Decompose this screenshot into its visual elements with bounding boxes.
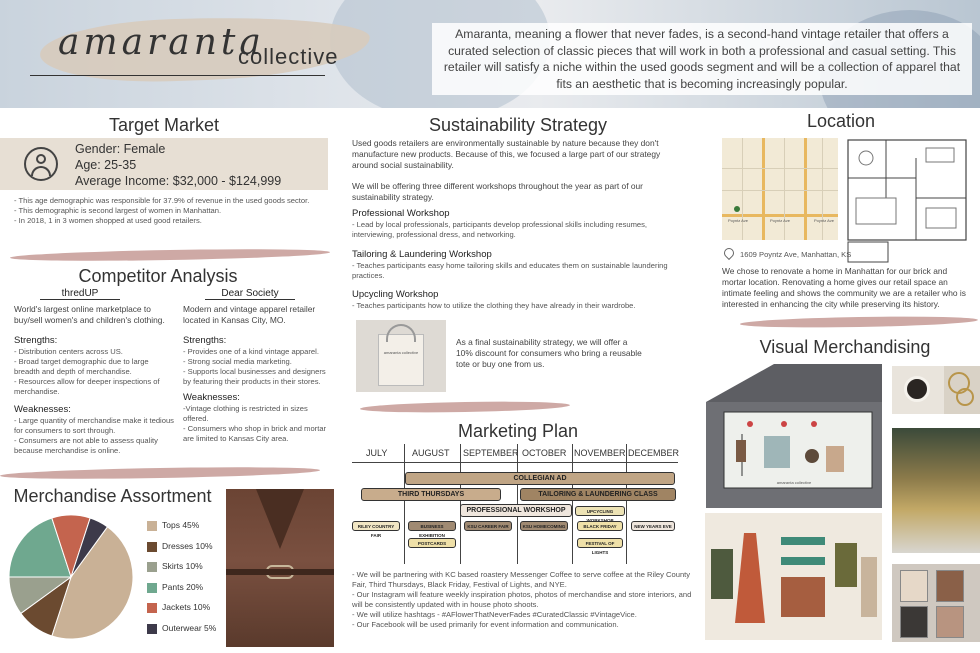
map-street-label: Poyntz Ave: [728, 218, 748, 223]
workshop-1-title: Professional Workshop: [352, 208, 450, 219]
thredup-strengths: [14, 347, 174, 397]
coat-photo: [226, 489, 334, 647]
divider-brush: [0, 465, 320, 481]
legend-swatch: [147, 521, 157, 531]
target-market-demographics: [75, 141, 281, 189]
list-item: - Supports local businesses and designers by featuring their products in their stores.: [183, 367, 326, 386]
legend-label: Skirts 10%: [162, 561, 203, 571]
thredup-strengths-label: Strengths:: [14, 335, 58, 346]
month-july: JULY: [366, 448, 388, 458]
bar-professional-workshop: PROFESSIONAL WORKSHOP: [460, 504, 572, 517]
list-item: - We will utilize hashtags - #AFlowerThatNeverFades #CuratedClassic #VintageVice.: [352, 610, 637, 619]
list-item: - We will be partnering with KC based roastery Messenger Coffee to serve coffee at the Riley County Fair, Third Thursdays, Black Friday, Festival of Lights, and NYE.: [352, 570, 691, 589]
bar-riley-fair: RILEY COUNTRY FAIR: [352, 521, 400, 531]
target-market-title: Target Market: [108, 115, 220, 135]
dear-society-strengths-label: Strengths:: [183, 335, 227, 346]
income-text: Average Income: $32,000 - $124,999: [75, 174, 282, 188]
month-november: NOVEMBER: [574, 448, 626, 458]
legend-swatch: [147, 542, 157, 552]
thredup-weaknesses-label: Weaknesses:: [14, 404, 71, 415]
list-item: - Provides one of a kind vintage apparel.: [183, 347, 319, 356]
storefront-sign: amaranta collective: [776, 480, 812, 485]
floor-plan: [846, 138, 968, 264]
storefront-render: [704, 360, 882, 510]
discount-text: As a final sustainability strategy, we will offer a 10% discount for consumers who bring a reusable tote or buy one from us.: [456, 337, 642, 369]
list-item: - This age demographic was responsible for 37.9% of revenue in the used goods sector.: [14, 196, 310, 205]
bar-tailoring-class: TAILORING & LAUNDERING CLASS: [520, 488, 676, 501]
competitor-name-dear-society: Dear Society: [205, 288, 295, 300]
location-title: Location: [806, 111, 876, 131]
dear-society-weaknesses: [183, 404, 333, 444]
map-marker-icon: [734, 206, 740, 212]
intro-text: Amaranta, meaning a flower that never fades, is a second-hand vintage retailer that offers a curated selection of classic pieces that will work in both a professional and casual setting. This retailer will satisfy a niche within the used goods segment and will be a collection of apparel that fits an aesthetic that is becoming increasingly popular.: [432, 23, 972, 95]
interior-render: [705, 513, 882, 640]
list-item: - Resources allow for deeper inspections of merchandise.: [14, 377, 160, 396]
logo-subtitle: collective: [238, 44, 339, 69]
bar-black-friday: BLACK FRIDAY: [577, 521, 623, 531]
merch-title: Merchandise Assortment: [13, 486, 212, 506]
calendar-header-line: [352, 462, 678, 463]
marketing-bullets: [352, 570, 692, 630]
age-text: Age: 25-35: [75, 158, 137, 172]
bar-collegian-ad: COLLEGIAN AD: [405, 472, 675, 485]
dear-society-desc: Modern and vintage apparel retailer located in Kansas City, MO.: [183, 304, 316, 325]
map-pin-icon: [722, 246, 736, 260]
sequin-textile-photo: [892, 428, 980, 553]
legend-swatch: [147, 583, 157, 593]
list-item: - In 2018, 1 in 3 women shopped at used good retailers.: [14, 216, 202, 225]
list-item: - Our Instagram will feature weekly inspiration photos, photos of merchandise and store interiors, and will be consistently updated with in house photo shoots.: [352, 590, 692, 609]
list-item: - Consumers who shop in brick and mortar are limited to Kansas City area.: [183, 424, 327, 443]
divider-brush: [10, 247, 330, 263]
legend-swatch: [147, 603, 157, 613]
coffee-photo: [892, 366, 944, 414]
list-item: - Strong social media marketing.: [183, 357, 292, 366]
target-market-bullets: [14, 196, 314, 226]
merch-pie-chart: [6, 512, 136, 642]
bar-new-years-eve: NEW YEARS EVE: [631, 521, 675, 531]
location-desc: We chose to renovate a home in Manhattan for our brick and mortar location. Renovating a home gives our retail space an intimate feeling and shows the community we are a retailer who is interested in enhancing the city while preserving its history.: [722, 266, 966, 309]
bar-ksu-homecoming: KSU HOMECOMING: [520, 521, 568, 531]
month-september: SEPTEMBER: [463, 448, 519, 458]
list-item: - Large quantity of merchandise make it tedious for consumers to sort through.: [14, 416, 174, 435]
tote-bag-photo: [356, 320, 446, 392]
bar-postcards: POSTCARDS: [408, 538, 456, 548]
dear-society-weaknesses-label: Weaknesses:: [183, 392, 240, 403]
divider-brush: [740, 315, 978, 329]
legend-label: Jackets 10%: [162, 602, 211, 612]
legend-label: Pants 20%: [162, 581, 204, 592]
workshop-3-title: Upcycling Workshop: [352, 289, 439, 300]
tote-print: amaranta collective: [383, 350, 419, 355]
logo-underline: [30, 75, 325, 76]
month-october: OCTOBER: [522, 448, 567, 458]
jewelry-photo: [944, 366, 980, 414]
location-map: [722, 138, 838, 240]
bar-ksu-career-fair: KSU CAREER FAIR: [464, 521, 512, 531]
legend-label: Tops 45%: [162, 520, 200, 530]
bar-festival-of-lights: FESTIVAL OF LIGHTS: [577, 538, 623, 548]
thredup-desc: World's largest online marketplace to buy/sell women's and children's clothing.: [14, 304, 165, 325]
workshop-1-desc: - Lead by local professionals, participants develop professional skills including resumes, interviewing, professional dress, and networking.: [352, 220, 648, 239]
workshop-3-desc: - Teaches participants how to utilize the clothing they have already in their wardrobe.: [352, 301, 636, 310]
sustain-p2: We will be offering three different workshops throughout the year as part of our sustainability strategy.: [352, 181, 643, 202]
month-august: AUGUST: [412, 448, 450, 458]
list-item: -Vintage clothing is restricted in sizes offered.: [183, 404, 308, 423]
dear-society-strengths: [183, 347, 333, 387]
map-street-label: Poyntz Ave: [770, 218, 790, 223]
legend-swatch: [147, 624, 157, 634]
month-december: DECEMBER: [628, 448, 680, 458]
marketing-title: Marketing Plan: [457, 421, 579, 441]
workshop-2-desc: - Teaches participants easy home tailoring skills and educates them on sustainable laundering practices.: [352, 261, 668, 280]
legend-label: Dresses 10%: [162, 540, 213, 551]
gender-text: Gender: Female: [75, 142, 166, 156]
divider-brush: [360, 400, 570, 414]
thredup-weaknesses: [14, 416, 174, 456]
person-icon: [24, 147, 58, 181]
bar-upcycling-workshop: UPCYCLING: [575, 506, 625, 516]
list-item: - Broad target demographic due to large breadth and depth of merchandise.: [14, 357, 149, 376]
bar-business-exhibition: BUSINESS EXHIBITION: [408, 521, 456, 531]
sustain-p1: Used goods retailers are environmentally sustainable by nature because they don't manufacture new products. Because of this, we focused a large part of our strategy around social sustainability.: [352, 138, 661, 170]
list-item: - Distribution centers across US.: [14, 347, 123, 356]
mirrors-photo: [892, 564, 980, 642]
logo-script: amaranta: [58, 22, 265, 63]
sustain-title: Sustainability Strategy: [428, 115, 608, 135]
competitor-name-thredup: thredUP: [40, 288, 120, 300]
location-address: 1609 Poyntz Ave, Manhattan, KS: [740, 250, 852, 259]
competitor-title: Competitor Analysis: [78, 266, 238, 286]
list-item: - Consumers are not able to assess quality because merchandise is online.: [14, 436, 158, 455]
visual-title: Visual Merchandising: [759, 337, 931, 357]
workshop-2-title: Tailoring & Laundering Workshop: [352, 249, 492, 260]
map-street-label: Poyntz Ave: [814, 218, 834, 223]
bar-third-thursdays: THIRD THURSDAYS: [361, 488, 501, 501]
list-item: - Our Facebook will be used primarily for event information and communication.: [352, 620, 619, 629]
legend-swatch: [147, 562, 157, 572]
legend-label: Outerwear 5%: [162, 622, 217, 633]
list-item: - This demographic is second largest of women in Manhattan.: [14, 206, 222, 215]
